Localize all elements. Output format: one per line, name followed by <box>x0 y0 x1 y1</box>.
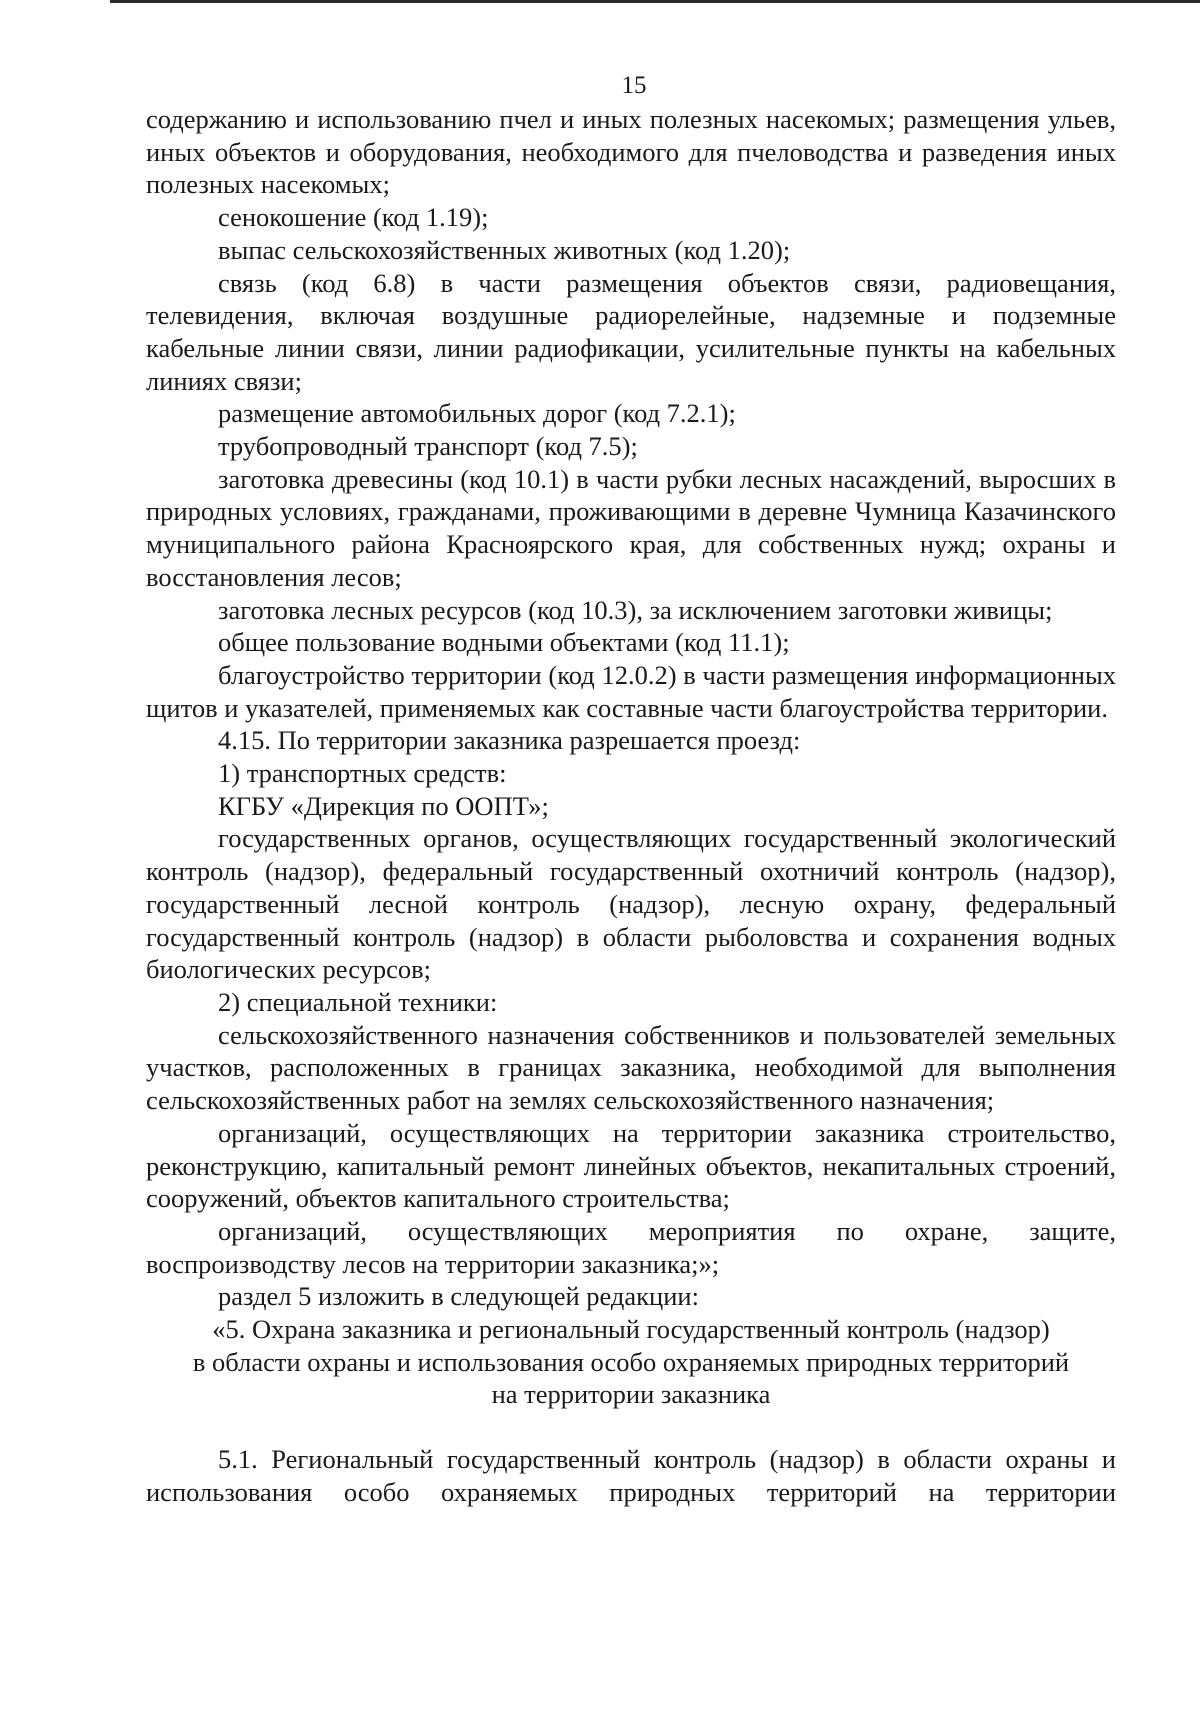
section-heading-line-3: на территории заказника <box>491 1379 771 1410</box>
section-heading-line-1: «5. Охрана заказника и региональный государственный контроль (надзор) <box>212 1314 1050 1345</box>
paragraph-state-bodies: государственных органов, осуществляющих государственный экологический контроль (надзор), федеральный государственный охотничий контроль (надзор), государственный лесной контроль (надзор), лесную охрану, федеральный государственный контроль (надзор) в области рыболовства и сохранения водных биологических ресурсов; <box>146 823 1116 985</box>
paragraph-haymaking: сенокошение (код 1.19); <box>218 202 489 233</box>
paragraph-5-1: 5.1. Региональный государственный контроль (надзор) в области охраны и использования особо охраняемых природных территорий на территории <box>146 1444 1116 1507</box>
page-number: 15 <box>621 72 647 99</box>
scan-border-gap <box>0 0 110 4</box>
paragraph-grazing: выпас сельскохозяйственных животных (код 1.20); <box>218 234 791 265</box>
paragraph-agricultural: сельскохозяйственного назначения собственников и пользователей земельных участков, расположенных в границах заказника, необходимой для выполнения сельскохозяйственных работ на землях сельскохозяйственного назначения; <box>146 1019 1116 1116</box>
paragraph-forest-resources: заготовка лесных ресурсов (код 10.3), за исключением заготовки живицы; <box>218 594 1053 625</box>
paragraph-special-equipment: 2) специальной техники: <box>218 986 498 1017</box>
paragraph-forest-protection: организаций, осуществляющих мероприятия по охране, защите, воспроизводству лесов на территории заказника;»; <box>146 1215 1116 1279</box>
paragraph-4-15: 4.15. По территории заказника разрешается проезд: <box>218 725 801 756</box>
paragraph-roads: размещение автомобильных дорог (код 7.2.1); <box>218 398 736 429</box>
document-page <box>146 70 1116 1509</box>
paragraph-timber: заготовка древесины (код 10.1) в части рубки лесных насаждений, выросших в природных условиях, гражданами, проживающими в деревне Чумница Казачинского муниципального района Красноярского края, для собственных нужд; охраны и восстановления лесов; <box>146 463 1116 592</box>
paragraph-vehicles: 1) транспортных средств: <box>218 758 507 789</box>
paragraph-beekeeping: содержанию и использованию пчел и иных полезных насекомых; размещения ульев, иных объектов и оборудования, необходимого для пчеловодства и разведения иных полезных насекомых; <box>146 104 1116 200</box>
paragraph-landscaping: благоустройство территории (код 12.0.2) в части размещения информационных щитов и указателей, применяемых как составные части благоустройства территории. <box>146 659 1116 723</box>
paragraph-construction: организаций, осуществляющих на территории заказника строительство, реконструкцию, капитальный ремонт линейных объектов, некапитальных строений, сооружений, объектов капитального строительства; <box>146 1117 1116 1214</box>
paragraph-communications: связь (код 6.8) в части размещения объектов связи, радиовещания, телевидения, включая воздушные радиорелейные, надземные и подземные кабельные линии связи, линии радиофикации, усилительные пункты на кабельных линиях связи; <box>146 267 1116 396</box>
heading-spacer <box>146 1411 1116 1443</box>
section-heading-line-2: в области охраны и использования особо охраняемых природных территорий <box>192 1346 1070 1377</box>
paragraph-water-use: общее пользование водными объектами (код 11.1); <box>218 627 790 658</box>
paragraph-kgbu: КГБУ «Дирекция по ООПТ»; <box>218 790 549 821</box>
paragraph-section-5-intro: раздел 5 изложить в следующей редакции: <box>218 1281 699 1312</box>
scan-border-top <box>0 0 1200 3</box>
paragraph-pipelines: трубопроводный транспорт (код 7.5); <box>218 431 638 462</box>
